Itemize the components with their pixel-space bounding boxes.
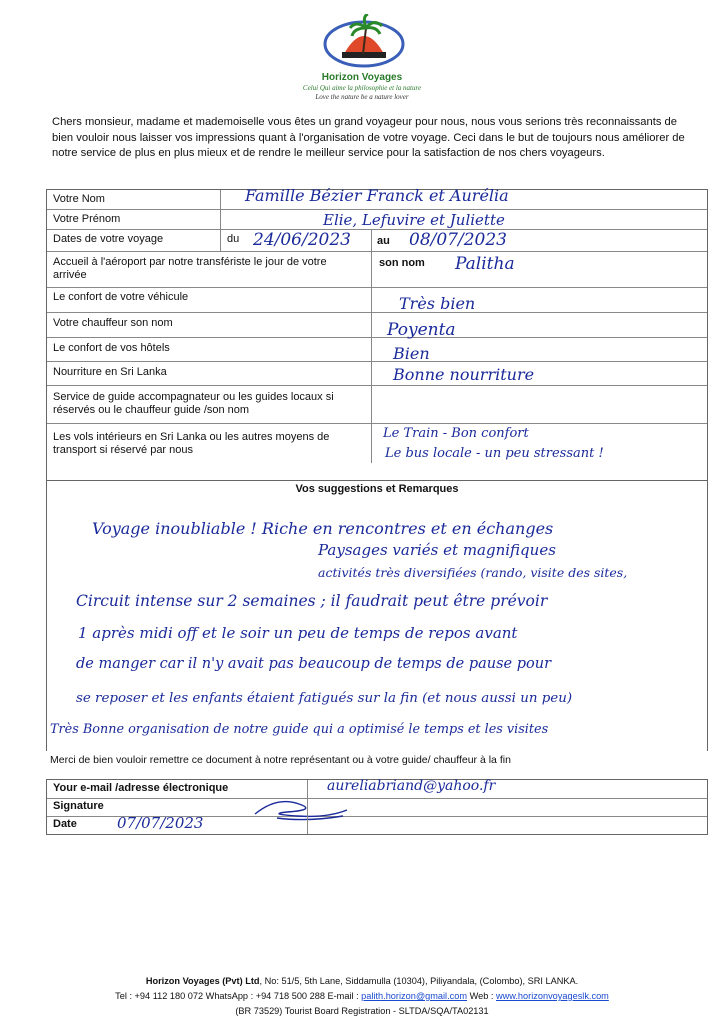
signature-label: Signature (53, 800, 104, 812)
brand-tagline: Celui Qui aime la philosophie et la nature (302, 84, 422, 92)
son-nom-value[interactable]: Palitha (455, 254, 515, 274)
son-nom-label: son nom (379, 257, 425, 269)
merci-note: Merci de bien vouloir remettre ce document à notre représentant ou à votre guide/ chauffeur à la fin (50, 754, 511, 766)
dates-label: Dates de votre voyage (53, 233, 164, 245)
accueil-label: Accueil à l'aéroport par notre transfériste le jour de votre arrivée (53, 256, 327, 281)
nourriture-value[interactable]: Bonne nourriture (393, 365, 535, 384)
vehicule-value[interactable]: Très bien (399, 294, 476, 313)
brand-name: Horizon Voyages (321, 72, 403, 83)
au-value[interactable]: 08/07/2023 (409, 230, 507, 250)
footer-address: Horizon Voyages (Pvt) Ltd, No: 51/5, 5th Lane, Siddamulla (10304), Piliyandala, (Colombo), SRI LANKA. (145, 976, 579, 986)
row-hotels (47, 337, 707, 362)
suggestion-line: se reposer et les enfants étaient fatigués sur la fin (et nous aussi un peu) (76, 691, 573, 706)
suggestion-line: activités très diversifiées (rando, visite des sites, (318, 565, 628, 580)
row-dates (47, 229, 707, 252)
suggestion-line: Voyage inoubliable ! Riche en rencontres et en échanges (92, 519, 554, 538)
row-vols (47, 423, 707, 481)
vols-label: Les vols intérieurs en Sri Lanka ou les autres moyens de transport si réservé par nous (53, 431, 330, 456)
horizon-voyages-logo-icon (322, 14, 406, 70)
date-label: Date (53, 818, 77, 830)
row-nourriture (47, 361, 707, 386)
email-value[interactable]: aureliabriand@yahoo.fr (327, 778, 496, 794)
prenom-value[interactable]: Elie, Lefuvire et Juliette (323, 211, 505, 229)
date-value[interactable]: 07/07/2023 (117, 814, 204, 832)
suggestion-line: Paysages variés et magnifiques (318, 541, 556, 559)
suggestion-line: de manger car il n'y avait pas beaucoup de temps de pause pour (76, 656, 551, 672)
email-label: Your e-mail /adresse électronique (53, 782, 229, 794)
footer-email-link[interactable]: palith.horizon@gmail.com (361, 991, 468, 1001)
nom-value[interactable]: Famille Bézier Franck et Aurélia (245, 186, 509, 205)
footer-registration: (BR 73529) Tourist Board Registration - SLTDA/SQA/TA02131 (235, 1006, 489, 1016)
row-chauffeur (47, 312, 707, 338)
contact-table (46, 779, 708, 835)
nourriture-label: Nourriture en Sri Lanka (53, 366, 167, 378)
suggestion-line: Circuit intense sur 2 semaines ; il faudrait peut être prévoir (76, 592, 548, 610)
suggestion-line: Très Bonne organisation de notre guide qui a optimisé le temps et les visites (50, 722, 549, 737)
hotels-value[interactable]: Bien (393, 344, 430, 363)
hotels-label: Le confort de vos hôtels (53, 342, 170, 354)
row-nom (47, 186, 707, 210)
du-value[interactable]: 24/06/2023 (253, 230, 351, 250)
vehicule-label: Le confort de votre véhicule (53, 291, 189, 303)
au-label: au (377, 235, 390, 247)
feedback-form-table (46, 186, 708, 481)
row-date (47, 816, 707, 834)
brand-motto: Love the nature be a nature lover (315, 93, 409, 101)
footer-web-link[interactable]: www.horizonvoyageslk.com (495, 991, 609, 1001)
prenom-label: Votre Prénom (53, 213, 121, 225)
row-guide (47, 385, 707, 424)
row-prenom (47, 209, 707, 230)
footer-contacts: Tel : +94 112 180 072 WhatsApp : +94 718 500 288 E-mail : palith.horizon@gmail.com Web : www.horizonvoyageslk.com (115, 991, 609, 1001)
suggestion-line: 1 après midi off et le soir un peu de temps de repos avant (78, 624, 518, 642)
vols-value-2[interactable]: Le bus locale - un peu stressant ! (385, 446, 604, 461)
nom-label: Votre Nom (53, 193, 105, 205)
row-email (47, 780, 707, 799)
du-label: du (227, 233, 240, 245)
chauffeur-value[interactable]: Poyenta (387, 320, 456, 340)
suggestions-title: Vos suggestions et Remarques (295, 483, 459, 495)
intro-paragraph: Chers monsieur, madame et mademoiselle vous êtes un grand voyageur pour nous, nous vous serions très reconnaissants de bien vouloir nous laisser vos impressions quant à l'organisation de votre voyage. Ceci dans le but de toujours nous améliorer de notre service de plus en plus mieux et de rendre le meilleur service pour la satisfaction de nos chers voyageurs. (52, 116, 685, 159)
row-accueil (47, 251, 707, 288)
vols-value-1[interactable]: Le Train - Bon confort (383, 426, 529, 441)
row-vehicule (47, 287, 707, 313)
chauffeur-label: Votre chauffeur son nom (53, 317, 173, 329)
guide-label: Service de guide accompagnateur ou les guides locaux si réservés ou le chauffeur guide /son nom (53, 391, 334, 416)
